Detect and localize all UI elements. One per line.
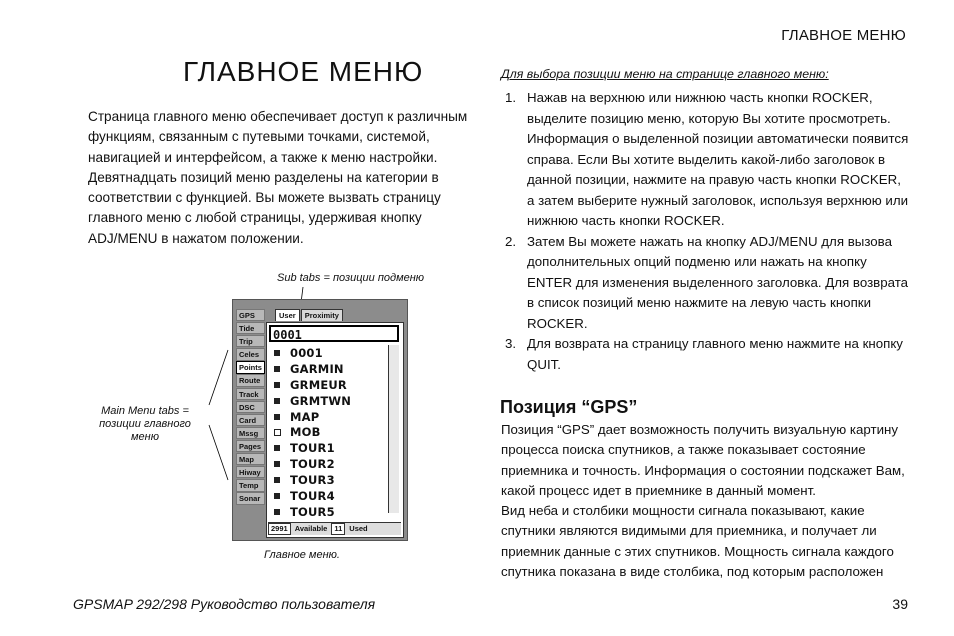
section-paragraph: Вид неба и столбики мощности сигнала показывают, какие спутники являются видимыми для приемника, и получает ли приемник данные с этих спутников. Мощность сигнала каждого спутника показана в виде столбика, под которым расположен <box>501 503 894 580</box>
waypoint-row[interactable] <box>269 504 385 520</box>
section-title: Позиция “GPS” <box>500 397 638 417</box>
points-page <box>266 322 404 538</box>
step-text: Затем Вы можете нажать на кнопку ADJ/MENU для вызова дополнительных опций подменю или нажать на кнопку ENTER для изменения выделенного заголовка. Для возврата в список позиций меню нажмите на левую часть кнопки ROCKER. <box>527 233 909 331</box>
waypoint-row[interactable] <box>269 456 385 472</box>
page-number: 39 <box>892 596 908 612</box>
sub-tab-proximity[interactable]: Proximity <box>301 309 343 321</box>
main-tab-track[interactable]: Track <box>236 388 265 400</box>
maintabs-pointer-lower <box>209 425 228 480</box>
sub-tab-user[interactable]: User <box>275 309 300 321</box>
maintabs-pointer-upper <box>209 350 228 405</box>
waypoint-icon <box>274 366 280 372</box>
main-tab-hiway[interactable]: Hiway <box>236 466 265 478</box>
section-paragraph: Позиция “GPS” дает возможность получить визуальную картину процесса поиска спутников, а также показывает состояние приемника и точность. Информация о состоянии подскажет Вам, какой процесс идет в приемнике в данный момент. <box>501 422 905 498</box>
sub-tabs <box>275 309 344 321</box>
waypoint-row[interactable] <box>269 393 385 409</box>
instruction-steps <box>505 88 909 375</box>
step-number: 2. <box>505 233 517 249</box>
step-text: Для возврата на страницу главного меню нажмите на кнопку QUIT. <box>527 336 903 372</box>
page-title: ГЛАВНОЕ МЕНЮ <box>183 56 424 87</box>
main-tab-gps[interactable]: GPS <box>236 309 265 321</box>
selected-waypoint-field[interactable]: 0001 <box>269 325 399 342</box>
step-number: 1. <box>505 90 517 105</box>
main-tab-tide[interactable]: Tide <box>236 322 265 334</box>
waypoint-name: TOUR3 <box>290 473 335 488</box>
main-tab-card[interactable]: Card <box>236 414 265 426</box>
main-tab-temp[interactable]: Temp <box>236 479 265 491</box>
step-item <box>505 334 909 375</box>
running-header: ГЛАВНОЕ МЕНЮ <box>781 27 906 44</box>
waypoint-icon <box>274 493 280 499</box>
main-tab-route[interactable]: Route <box>236 374 265 386</box>
waypoint-row[interactable] <box>269 472 385 488</box>
main-menu-tabs <box>236 309 265 505</box>
waypoint-name: TOUR1 <box>290 441 335 456</box>
mob-flag-icon <box>274 429 281 436</box>
step-item <box>505 88 909 232</box>
main-tab-sonar[interactable]: Sonar <box>236 492 265 504</box>
instructions-heading: Для выбора позиции меню на странице главного меню: <box>501 67 829 81</box>
used-count: 11 <box>331 523 345 535</box>
waypoint-icon <box>274 382 280 388</box>
figure-caption: Главное меню. <box>264 549 340 561</box>
waypoint-row[interactable] <box>269 377 385 393</box>
waypoint-name: MAP <box>290 409 320 424</box>
main-tab-celes[interactable]: Celes <box>236 348 265 360</box>
waypoint-icon <box>274 350 280 356</box>
main-tab-trip[interactable]: Trip <box>236 335 265 347</box>
waypoint-name: GARMIN <box>290 361 344 376</box>
footer-manual-title: GPSMAP 292/298 Руководство пользователя <box>73 596 376 612</box>
waypoint-row[interactable] <box>269 345 385 361</box>
step-item <box>505 232 909 335</box>
main-tab-pages[interactable]: Pages <box>236 440 265 452</box>
waypoint-name: TOUR5 <box>290 504 335 519</box>
waypoint-name: MOB <box>290 425 321 440</box>
subtabs-caption: Sub tabs = позиции подменю <box>277 272 425 284</box>
waypoint-row[interactable] <box>269 424 385 440</box>
step-number: 3. <box>505 336 517 351</box>
available-label: Available <box>294 524 328 533</box>
step-text: Нажав на верхнюю или нижнюю часть кнопки ROCKER, выделите позицию меню, которую Вы хотите просмотреть. Информация о выделенной позиции автоматически появится справа. Если Вы хотите выделить какой-либо заголовок в данной позиции, нажмите на правую часть кнопки ROCKER, а затем выберите нужный заголовок, используя верхнюю или нижнюю часть кнопки ROCKER. <box>527 90 909 228</box>
status-bar <box>268 522 401 535</box>
waypoint-icon <box>274 414 280 420</box>
intro-text: Страница главного меню обеспечивает доступ к различным функциям, связанным с путевыми точками, системой, навигацией и интерфейсом, а также к меню настройки. Девятнадцать позиций меню разделены на категории в соответствии с функцией. Вы можете вызвать страницу главного меню с любой страницы, удерживая кнопку ADJ/MENU в нажатом положении. <box>88 109 468 246</box>
used-label: Used <box>349 524 368 533</box>
gps-screen <box>232 299 408 541</box>
waypoint-name: 0001 <box>290 346 323 360</box>
waypoint-icon <box>274 445 280 451</box>
waypoint-name: TOUR2 <box>290 457 335 472</box>
main-tab-mssg[interactable]: Mssg <box>236 427 265 439</box>
waypoint-name: TOUR4 <box>290 489 335 504</box>
available-count: 2991 <box>268 523 291 535</box>
maintabs-caption: Main Menu tabs = позиции главного меню <box>99 405 191 443</box>
main-tab-dsc[interactable]: DSC <box>236 401 265 413</box>
section-body <box>501 420 911 582</box>
waypoint-icon <box>274 398 280 404</box>
main-tab-points[interactable]: Points <box>236 361 265 373</box>
waypoint-icon <box>274 509 280 515</box>
waypoint-name: GRMTWN <box>290 393 352 408</box>
main-tab-map[interactable]: Map <box>236 453 265 465</box>
waypoint-row[interactable] <box>269 440 385 456</box>
waypoint-icon <box>274 477 280 483</box>
waypoint-row[interactable] <box>269 488 385 504</box>
scrollbar[interactable] <box>388 345 399 513</box>
waypoint-name: GRMEUR <box>290 377 347 392</box>
waypoint-row[interactable] <box>269 409 385 425</box>
waypoint-icon <box>274 461 280 467</box>
waypoint-row[interactable] <box>269 361 385 377</box>
waypoint-list <box>269 345 385 520</box>
